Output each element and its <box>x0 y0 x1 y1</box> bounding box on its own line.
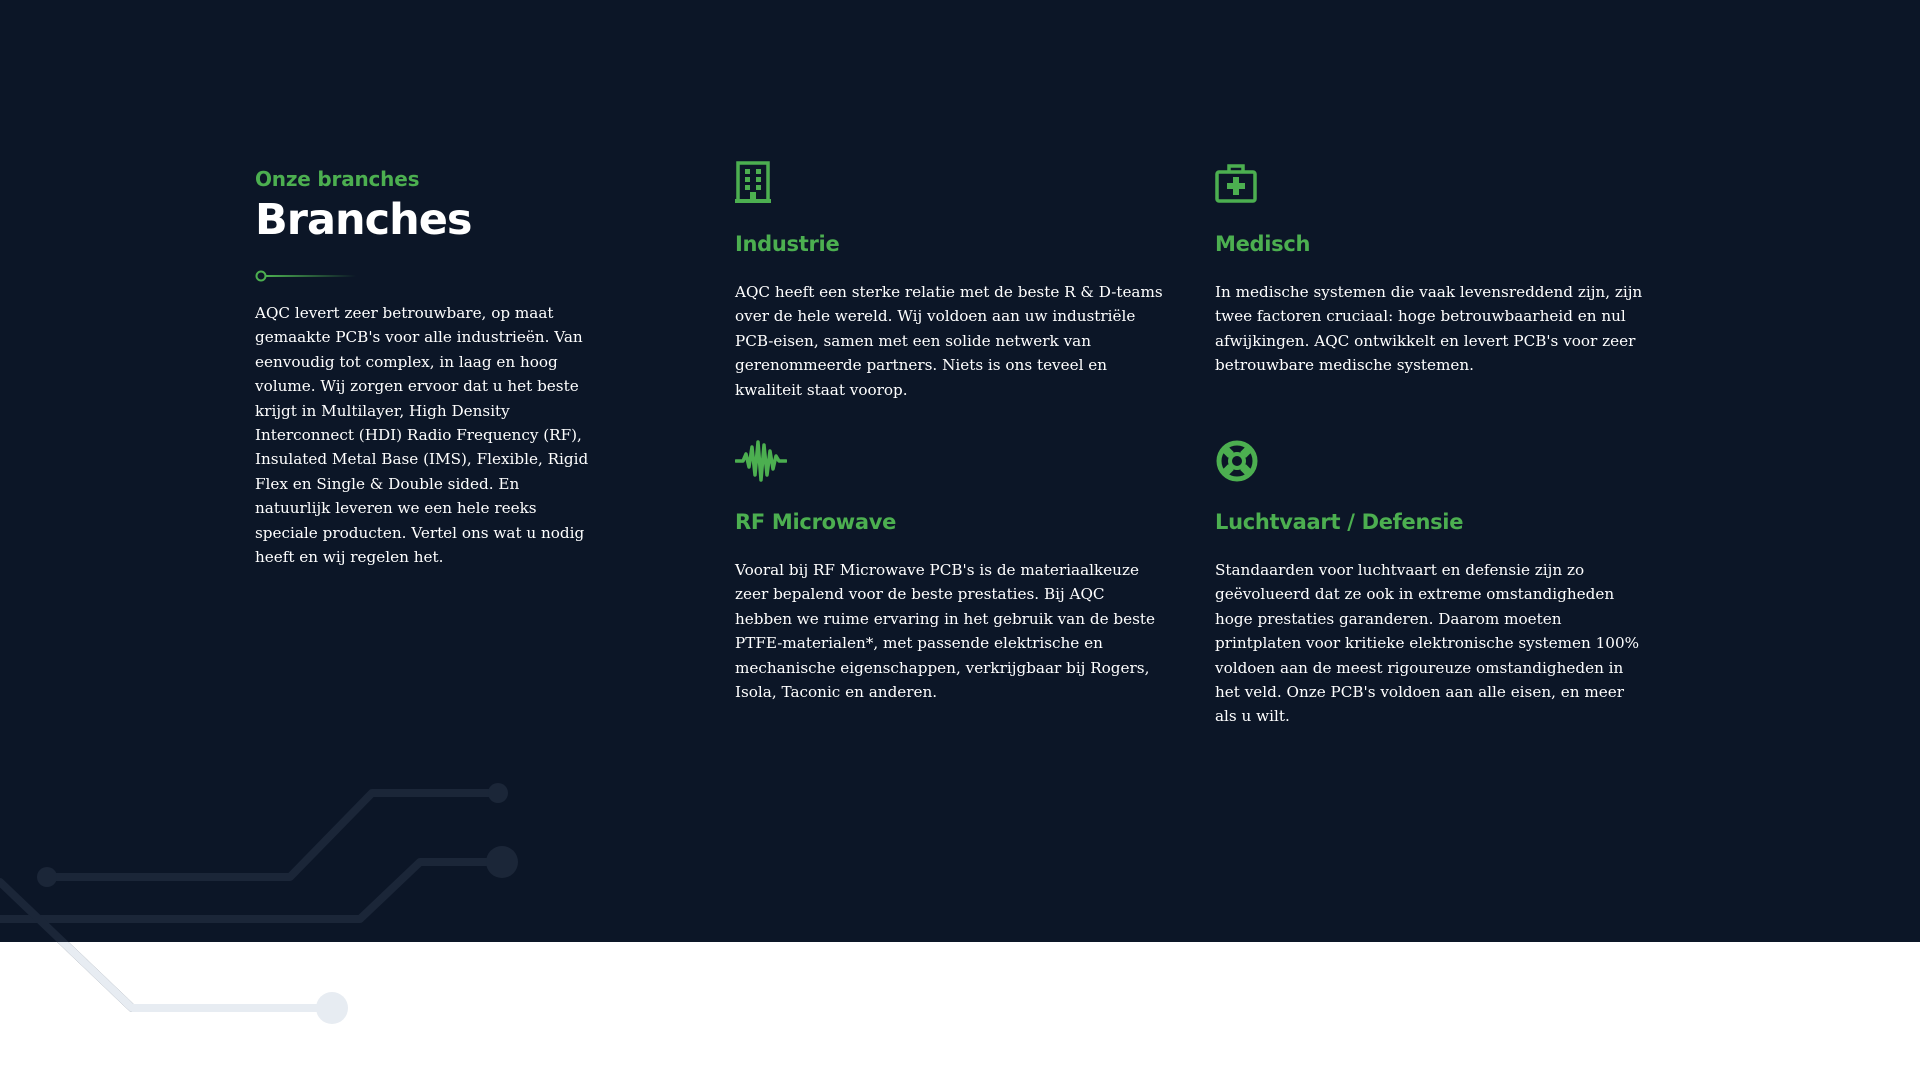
divider-icon <box>255 269 365 283</box>
branch-card-rf-microwave <box>735 439 1165 704</box>
branch-text: In medische systemen die vaak levensreddend zijn, zijn twee factoren cruciaal: hoge betrouwbaarheid en nul afwijkingen. AQC ontwikkelt en levert PCB's voor zeer betrouwbare medische systemen. <box>1215 283 1643 375</box>
branch-title: Industrie <box>735 232 840 256</box>
branch-card-medisch <box>1215 161 1645 378</box>
intro-block <box>255 165 595 569</box>
branch-text: Standaarden voor luchtvaart en defensie zijn zo geëvolueerd dat ze ook in extreme omstandigheden hoge prestaties garanderen. Daarom moeten printplaten voor kritieke elektronische systemen 100% voldoen aan de meest rigoureuze omstandigheden in het veld. Onze PCB's voldoen aan alle eisen, en meer als u wilt. <box>1215 561 1640 726</box>
medical-kit-icon <box>1215 161 1257 205</box>
branch-text: Vooral bij RF Microwave PCB's is de materiaalkeuze zeer bepalend voor de beste prestaties. Bij AQC hebben we ruime ervaring in het gebruik van de beste PTFE-materialen*, met passende elektrische en mechanische eigenschappen, verkrijgbaar bij Rogers, Isola, Taconic en anderen. <box>735 561 1155 702</box>
branch-title: Medisch <box>1215 232 1311 256</box>
branch-title: Luchtvaart / Defensie <box>1215 510 1464 534</box>
branch-card-luchtvaart-defensie <box>1215 439 1645 729</box>
intro-text: AQC levert zeer betrouwbare, op maat gemaakte PCB's voor alle industrieën. Van eenvoudig tot complex, in laag en hoog volume. Wij zorgen ervoor dat u het beste krijgt in Multilayer, High Density Interconnect (HDI) Radio Frequency (RF), Insulated Metal Base (IMS), Flexible, Rigid Flex en Single & Double sided. En natuurlijk leveren we een hele reeks speciale producten. Vertel ons wat u nodig heeft en wij regelen het. <box>255 304 589 567</box>
waveform-icon <box>735 439 787 483</box>
branch-text: AQC heeft een sterke relatie met de beste R & D-teams over de hele wereld. Wij voldoen aan uw industriële PCB-eisen, samen met een solide netwerk van gerenommeerde partners. Niets is ons teveel en kwaliteit staat voorop. <box>735 283 1163 399</box>
building-icon <box>735 161 771 205</box>
branch-title: RF Microwave <box>735 510 897 534</box>
life-ring-icon <box>1215 439 1259 483</box>
branch-card-industrie <box>735 161 1165 402</box>
section-title: Branches <box>255 195 472 245</box>
section-eyebrow: Onze branches <box>255 167 420 191</box>
